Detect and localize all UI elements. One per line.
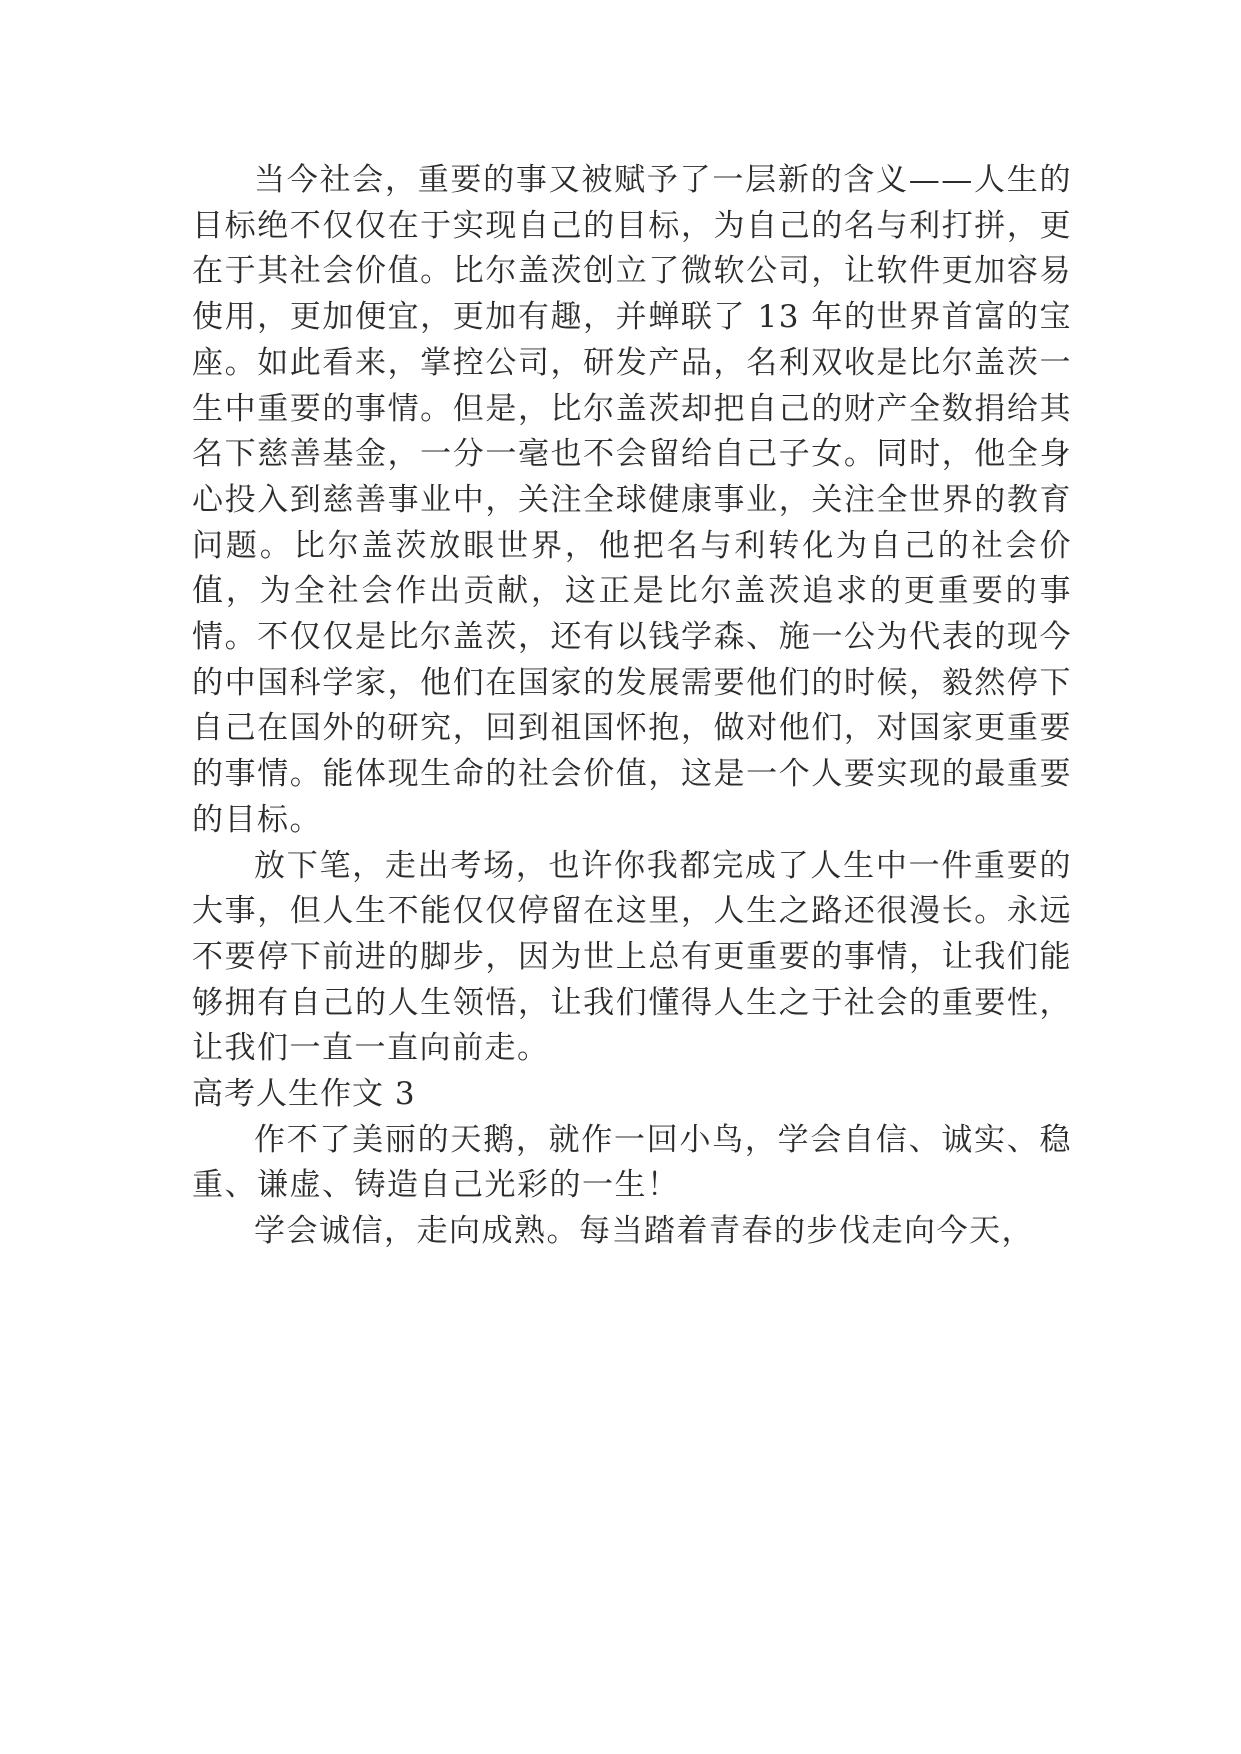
paragraph-social-value: 当今社会，重要的事又被赋予了一层新的含义——人生的目标绝不仅仅在于实现自己的目标，为自己的名与利打拼，更在于其社会价值。比尔盖茨创立了微软公司，让软件更加容易使用，更加便宜，更加有趣，并蝉联了 13 年的世界首富的宝座。如此看来，掌控公司，研发产品，名利双收是比尔盖茨一生中重要的事情。但是，比尔盖茨却把自己的财产全数捐给其名下慈善基金，一分一毫也不会留给自己子女。同时，他全身心投入到慈善事业中，关注全球健康事业，关注全世界的教育问题。比尔盖茨放眼世界，他把名与利转化为自己的社会价值，为全社会作出贡献，这正是比尔盖茨追求的更重要的事情。不仅仅是比尔盖茨，还有以钱学森、施一公为代表的现今的中国科学家，他们在国家的发展需要他们的时候，毅然停下自己在国外的研究，回到祖国怀抱，做对他们，对国家更重要的事情。能体现生命的社会价值，这是一个人要实现的最重要的目标。 — [192, 162, 1072, 838]
paragraph-exam-conclusion: 放下笔，走出考场，也许你我都完成了人生中一件重要的大事，但人生不能仅仅停留在这里，人生之路还很漫长。永远不要停下前进的脚步，因为世上总有更重要的事情，让我们能够拥有自己的人生领悟，让我们懂得人生之于社会的重要性，让我们一直一直向前走。 — [192, 847, 1072, 1067]
paragraph-swan-bird: 作不了美丽的天鹅，就作一回小鸟，学会自信、诚实、稳重、谦虚、铸造自己光彩的一生！ — [192, 1121, 1072, 1204]
paragraph-honesty: 学会诚信，走向成熟。每当踏着青春的步伐走向今天， — [254, 1213, 1034, 1250]
document-body — [192, 158, 1072, 1255]
essay-heading: 高考人生作文 3 — [192, 1076, 416, 1113]
